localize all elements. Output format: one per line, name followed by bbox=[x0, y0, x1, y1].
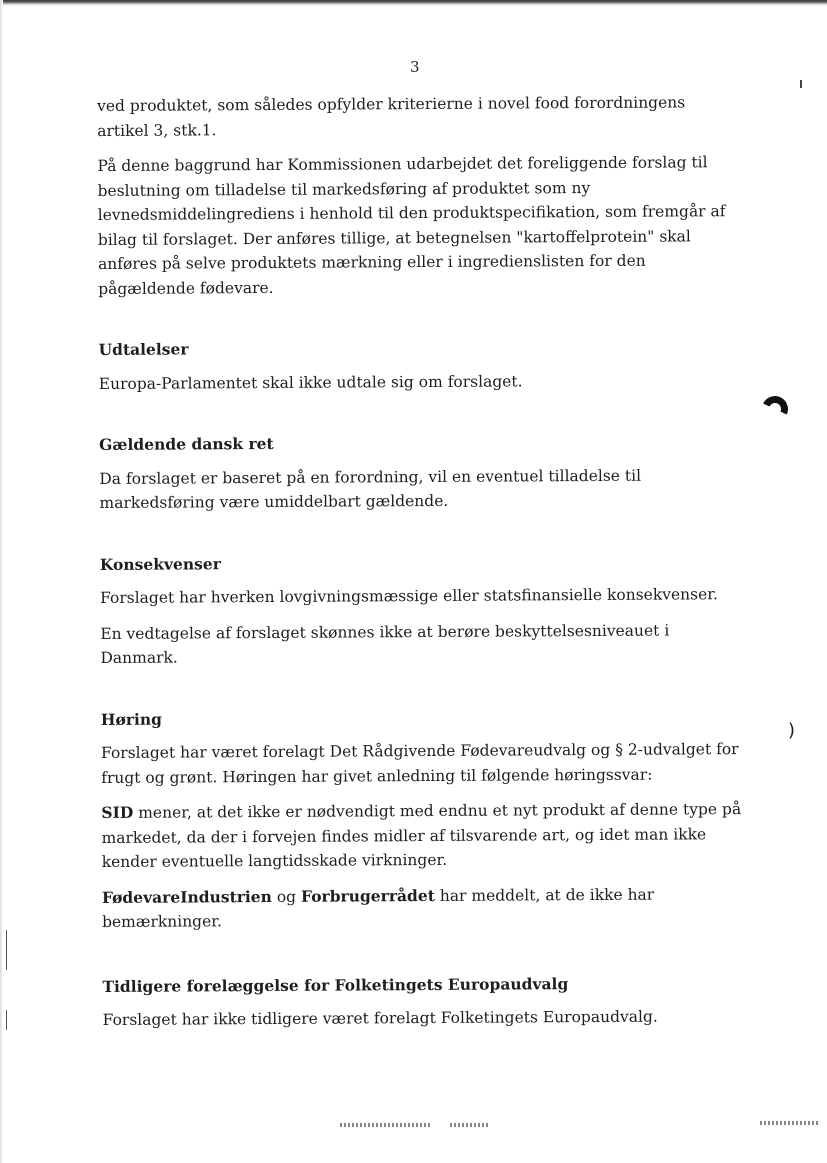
org-name-foedevareindustrien: FødevareIndustrien bbox=[101, 886, 272, 907]
scan-noise bbox=[340, 1123, 430, 1127]
conjunction: og bbox=[271, 887, 302, 906]
org-name-sid: SID bbox=[101, 802, 134, 822]
section-heading: Tidligere forelæggelse for Folketingets Europaudvalg bbox=[102, 973, 569, 996]
org-name-forbrugerraadet: Forbrugerrådet bbox=[300, 885, 435, 906]
section-paragraph: Forslaget har ikke tidligere været forelagt Folketingets Europaudvalg. bbox=[102, 1007, 658, 1029]
section-dansk-ret bbox=[99, 429, 739, 515]
sid-response-text: mener, at det ikke er nødvendigt med endnu et nyt produkt af denne type på markedet, da der i forvejen findes midler af tilsvarende art, og idet man ikke kender eventuelle langtidsskade virkninger. bbox=[101, 800, 742, 871]
section-paragraph: Europa-Parlamentet skal ikke udtale sig om forslaget. bbox=[98, 371, 523, 393]
section-paragraph: Forslaget har hverken lovgivningsmæssige eller statsfinansielle konsekvenser. bbox=[100, 585, 718, 607]
page-number: 3 bbox=[410, 58, 420, 76]
section-heading: Høring bbox=[100, 709, 163, 729]
intro-paragraph-2: På denne baggrund har Kommissionen udarbejdet det foreliggende forslag til beslutning om tilladelse til markedsføring af produktet som ny levnedsmiddelingrediens i henhold til den produktspecifikation, som fremgår af bilag til forslaget. Der anføres tillige, at betegnelsen "kartoffelprotein" skal anføres på selve produktets mærkning eller i ingredienslisten for den pågældende fødevare. bbox=[97, 153, 726, 298]
section-konsekvenser bbox=[100, 549, 741, 671]
scan-noise bbox=[760, 1121, 820, 1125]
section-heading: Udtalelser bbox=[98, 339, 189, 359]
scan-speck bbox=[800, 80, 802, 88]
section-paragraph: Da forslaget er baseret på en forordning, vil en eventuel tilladelse til markedsføring være umiddelbart gældende. bbox=[99, 466, 642, 512]
section-horing bbox=[101, 704, 742, 935]
margin-bracket-mark: ) bbox=[788, 720, 796, 741]
scan-left-edge bbox=[0, 0, 3, 1163]
section-paragraph: En vedtagelse af forslaget skønnes ikke at berøre beskyttelsesniveauet i Danmark. bbox=[100, 621, 670, 667]
section-heading: Gældende dansk ret bbox=[99, 433, 274, 454]
intro-paragraph-1: ved produktet, som således opfylder kriterierne i novel food forordningens artikel 3, stk.1. bbox=[97, 93, 686, 140]
org-response-text: har meddelt, at de ikke har bemærkninger. bbox=[102, 885, 655, 931]
section-udtalelser bbox=[98, 334, 738, 396]
scan-noise bbox=[450, 1123, 490, 1127]
sid-response bbox=[101, 797, 741, 874]
left-edge-mark-2 bbox=[6, 1010, 7, 1030]
section-paragraph: Forslaget har været forelagt Det Rådgivende Fødevareudvalg og § 2-udvalget for frugt og grønt. Høringen har givet anledning til følgende høringssvar: bbox=[100, 740, 739, 787]
document-body bbox=[97, 90, 743, 1043]
punch-hole-mark bbox=[758, 392, 791, 425]
left-edge-mark bbox=[6, 930, 7, 970]
scan-top-edge bbox=[0, 0, 827, 6]
section-europaudvalg bbox=[102, 971, 742, 1033]
org-response bbox=[102, 882, 742, 935]
section-heading: Konsekvenser bbox=[99, 553, 221, 574]
